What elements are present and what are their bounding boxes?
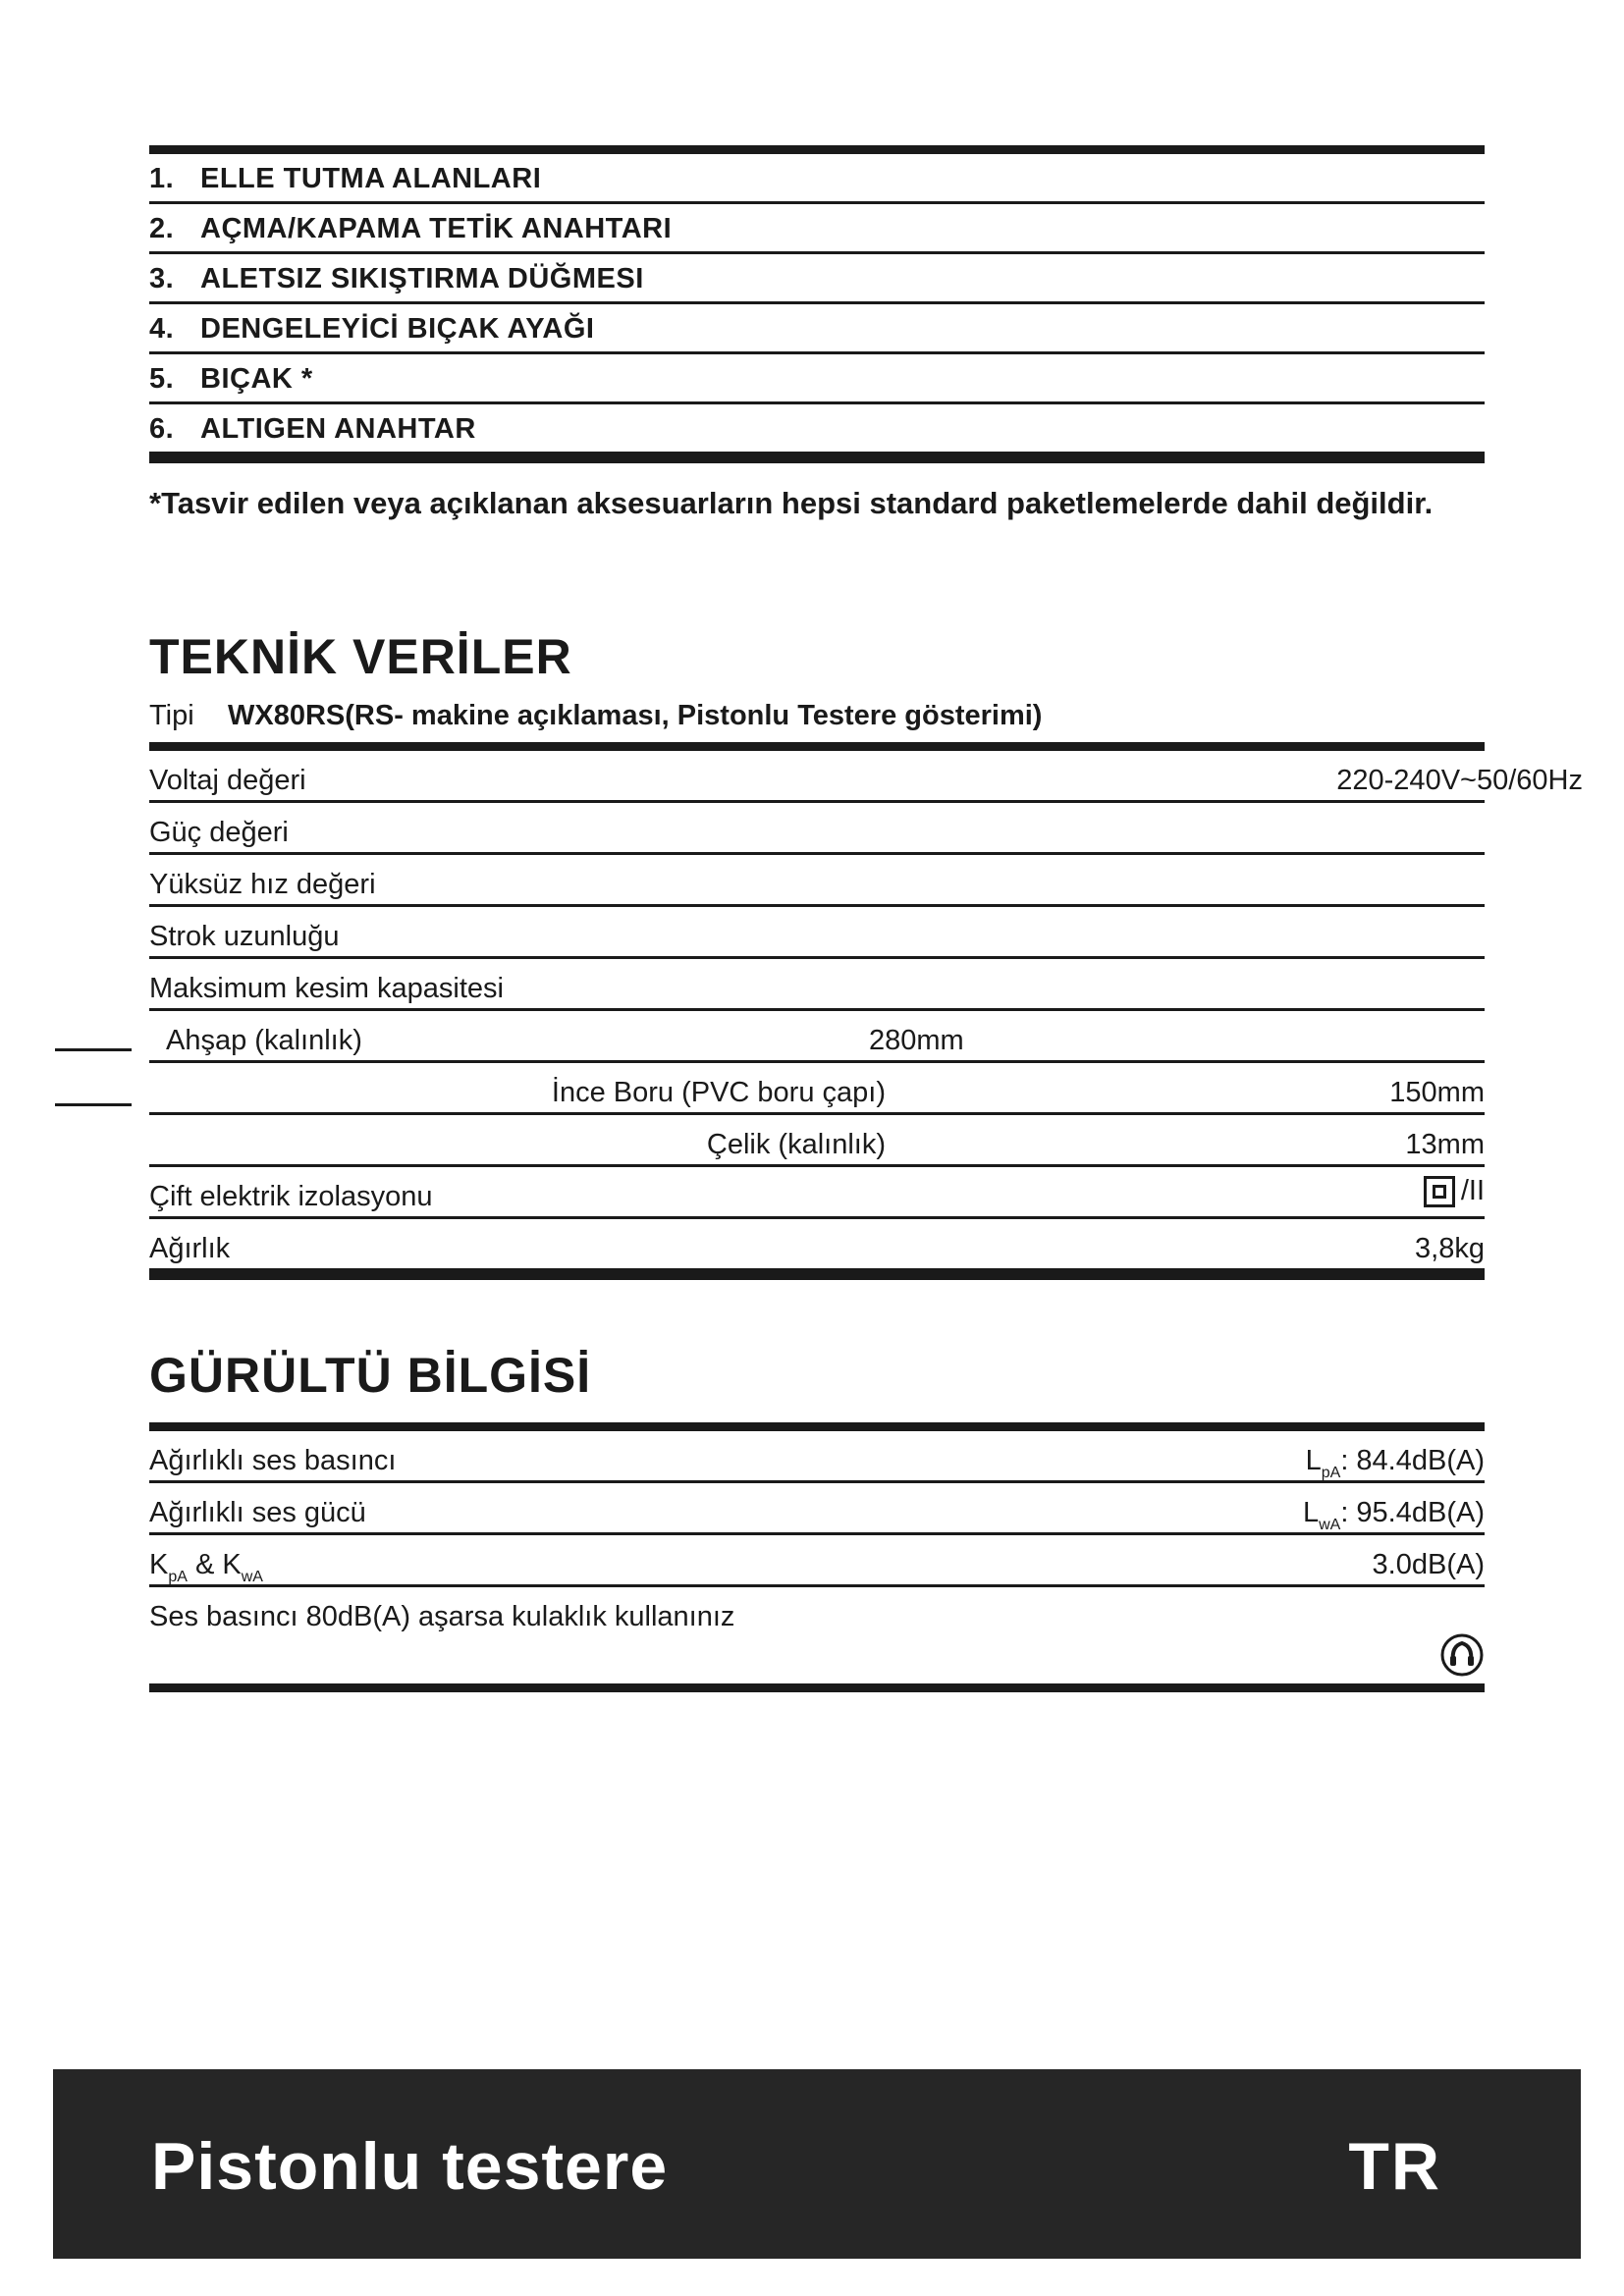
item-label: ELLE TUTMA ALANLARI: [200, 162, 542, 194]
noise-top-rule: [149, 1422, 1485, 1431]
noise-advice: Ses basıncı 80dB(A) aşarsa kulaklık kullanınız: [149, 1601, 735, 1632]
parts-list-item: [149, 354, 1485, 404]
parts-list-item: [149, 404, 1485, 454]
language-code: TR: [1348, 2129, 1441, 2204]
insulation-class: /II: [1460, 1175, 1485, 1206]
item-label: AÇMA/KAPAMA TETİK ANAHTARI: [200, 212, 673, 244]
spec-value-insulation: [1424, 1175, 1485, 1207]
item-number: 5.: [149, 362, 175, 395]
spec-row-steel: [149, 1115, 1485, 1167]
spec-value: 150mm: [1389, 1077, 1485, 1108]
spec-value: 13mm: [1405, 1129, 1485, 1160]
symbol: K: [149, 1549, 169, 1580]
item-number: 2.: [149, 212, 175, 244]
item-label: ALTIGEN ANAHTAR: [200, 412, 476, 445]
item-number: 3.: [149, 262, 175, 294]
spec-label: Yüksüz hız değeri: [149, 869, 376, 900]
footer-banner: [53, 2069, 1581, 2259]
noise-label: Ağırlıklı ses gücü: [149, 1497, 366, 1528]
value-text: : 95.4dB(A): [1340, 1497, 1485, 1528]
spec-label: Maksimum kesim kapasitesi: [149, 973, 504, 1004]
spec-label: Ağırlık: [149, 1233, 231, 1264]
spec-bottom-rule: [149, 1271, 1485, 1280]
accessory-note: *Tasvir edilen veya açıklanan aksesuarların hepsi standard paketlemelerde dahil değildir.: [149, 486, 1434, 520]
spec-label: Güç değeri: [149, 817, 289, 848]
parts-list-item: [149, 204, 1485, 254]
margin-dash: [55, 1048, 132, 1051]
symbol-subscript: pA: [1321, 1465, 1341, 1481]
spec-label: Çift elektrik izolasyonu: [149, 1181, 433, 1212]
spec-row-max-cut: [149, 959, 1485, 1011]
parts-list-item: [149, 254, 1485, 304]
footer-title: Pistonlu testere: [151, 2129, 669, 2204]
spec-value: 3,8kg: [1415, 1233, 1485, 1264]
noise-bottom-rule: [149, 1683, 1485, 1692]
noise-table: [149, 1422, 1485, 1692]
item-number: 1.: [149, 162, 175, 194]
noise-row-advice: [149, 1587, 1485, 1683]
symbol: L: [1302, 1497, 1320, 1528]
noise-row-uncertainty: [149, 1535, 1485, 1587]
type-line: [149, 700, 1042, 732]
ear-protection-icon: [1439, 1632, 1485, 1678]
parts-list-item: [149, 154, 1485, 204]
spec-row-wood: [149, 1011, 1485, 1063]
type-value: WX80RS(RS- makine açıklaması, Pistonlu Testere gösterimi): [228, 700, 1043, 731]
spec-row-pipe: [149, 1063, 1485, 1115]
value-text: : 84.4dB(A): [1340, 1445, 1485, 1476]
noise-info-title: GÜRÜLTÜ BİLGİSİ: [149, 1348, 592, 1403]
item-label: ALETSIZ SIKIŞTIRMA DÜĞMESI: [200, 262, 644, 294]
symbol-subscript: wA: [241, 1569, 263, 1585]
item-number: 6.: [149, 412, 175, 445]
type-label: Tipi: [149, 700, 194, 731]
spec-label: Çelik (kalınlık): [706, 1129, 886, 1160]
symbol-subscript: wA: [1319, 1517, 1341, 1533]
symbol: K: [222, 1549, 242, 1580]
top-rule: [149, 145, 1485, 154]
bottom-rule: [149, 454, 1485, 463]
noise-value: 3.0dB(A): [1372, 1549, 1485, 1580]
spec-top-rule: [149, 742, 1485, 751]
parts-list-item: [149, 304, 1485, 354]
parts-list: [149, 145, 1485, 522]
noise-label: Ağırlıklı ses basıncı: [149, 1445, 397, 1476]
spec-label: Voltaj değeri: [149, 765, 306, 796]
spec-label: Ahşap (kalınlık): [166, 1025, 362, 1056]
technical-data-title: TEKNİK VERİLER: [149, 629, 572, 684]
double-insulation-icon: [1424, 1176, 1455, 1207]
spec-row-insulation: [149, 1167, 1485, 1219]
spec-table: [149, 742, 1583, 1280]
noise-row-pressure: [149, 1431, 1485, 1483]
noise-value: [1306, 1445, 1485, 1482]
spec-value: 220-240V~50/60Hz: [1336, 765, 1583, 796]
symbol-subscript: pA: [168, 1569, 188, 1585]
spec-label: İnce Boru (PVC boru çapı): [551, 1077, 886, 1108]
item-number: 4.: [149, 312, 175, 345]
spec-row-stroke: [149, 907, 1485, 959]
noise-label: [149, 1549, 263, 1586]
item-label: DENGELEYİCİ BIÇAK AYAĞI: [200, 312, 595, 345]
item-label: BIÇAK *: [200, 362, 313, 395]
margin-dash: [55, 1103, 132, 1106]
ampersand: &: [187, 1549, 223, 1580]
spec-row-voltage: [149, 751, 1583, 803]
spec-label: Strok uzunluğu: [149, 921, 340, 952]
noise-value: [1303, 1497, 1485, 1534]
symbol: L: [1305, 1445, 1322, 1476]
noise-row-power: [149, 1483, 1485, 1535]
spec-value: 280mm: [869, 1025, 964, 1056]
spec-row-noload-speed: [149, 855, 1485, 907]
spec-row-power: [149, 803, 1485, 855]
spec-row-weight: [149, 1219, 1485, 1271]
